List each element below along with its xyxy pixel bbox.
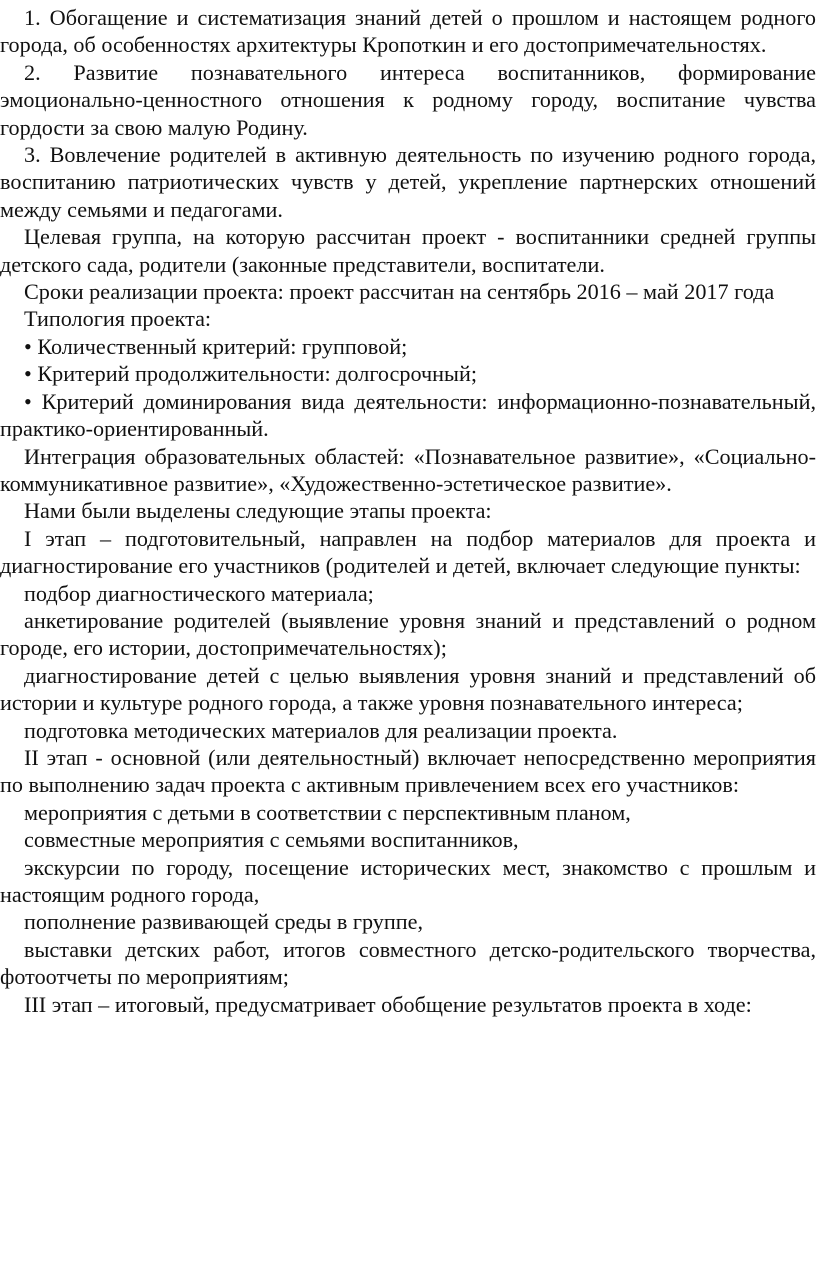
paragraph-goal-1: 1. Обогащение и систематизация знаний детей о прошлом и настоящем родного города, об особенностях архитектуры Кропоткин и его достопримечательностях. — [0, 5, 816, 58]
paragraph-criterion-duration: • Критерий продолжительности: долгосрочный; — [24, 361, 477, 387]
paragraph-stages-intro: Нами были выделены следующие этапы проекта: — [24, 498, 492, 524]
paragraph-stage-2-item-3: экскурсии по городу, посещение исторических мест, знакомство с прошлым и настоящим родного города, — [0, 854, 816, 907]
paragraph-goal-3: 3. Вовлечение родителей в активную деятельность по изучению родного города, воспитанию патриотических чувств у детей, укрепление партнерских отношений между семьями и педагогами. — [0, 142, 816, 222]
paragraph-goal-2: 2. Развитие познавательного интереса воспитанников, формирование эмоционально-ценностного отношения к родному городу, воспитание чувства гордости за свою малую Родину. — [0, 59, 816, 140]
paragraph-criterion-quantity: • Количественный критерий: групповой; — [24, 333, 408, 359]
paragraph-target-group: Целевая группа, на которую рассчитан проект - воспитанники средней группы детского сада, родители (законные представители, воспитатели. — [0, 224, 816, 277]
paragraph-stage-2-item-2: совместные мероприятия с семьями воспитанников, — [24, 827, 519, 853]
paragraph-stage-1-item-1: подбор диагностического материала; — [24, 580, 374, 606]
paragraph-stage-2-item-1: мероприятия с детьми в соответствии с перспективным планом, — [24, 799, 631, 825]
paragraph-stage-1-item-4: подготовка методических материалов для реализации проекта. — [24, 717, 618, 743]
paragraph-stage-2-item-4: пополнение развивающей среды в группе, — [24, 909, 423, 935]
paragraph-stage-3: III этап – итоговый, предусматривает обобщение результатов проекта в ходе: — [24, 991, 752, 1017]
paragraph-stage-1-item-2: анкетирование родителей (выявление уровня знаний и представлений о родном городе, его истории, достопримечательностях); — [0, 607, 816, 661]
paragraph-stage-1: I этап – подготовительный, направлен на подбор материалов для проекта и диагностирование его участников (родителей и детей, включает следующие пункты: — [0, 525, 816, 579]
paragraph-stage-2-item-5: выставки детских работ, итогов совместного детско-родительского творчества, фотоотчеты по мероприятиям; — [0, 936, 816, 990]
paragraph-integration: Интеграция образовательных областей: «Познавательное развитие», «Социально-коммуникативное развитие», «Художественно-эстетическое развитие». — [0, 443, 816, 496]
paragraph-typology-heading: Типология проекта: — [24, 306, 212, 332]
paragraph-stage-1-item-3: диагностирование детей с целью выявления уровня знаний и представлений об истории и культуре родного города, а также уровня познавательного интереса; — [0, 662, 816, 716]
paragraph-stage-2: II этап - основной (или деятельностный) включает непосредственно мероприятия по выполнению задач проекта с активным привлечением всех его участников: — [0, 744, 816, 798]
paragraph-criterion-activity: • Критерий доминирования вида деятельности: информационно-познавательный, практико-ориентированный. — [0, 388, 816, 442]
paragraph-timeline: Сроки реализации проекта: проект рассчитан на сентябрь 2016 – май 2017 года — [24, 279, 775, 305]
